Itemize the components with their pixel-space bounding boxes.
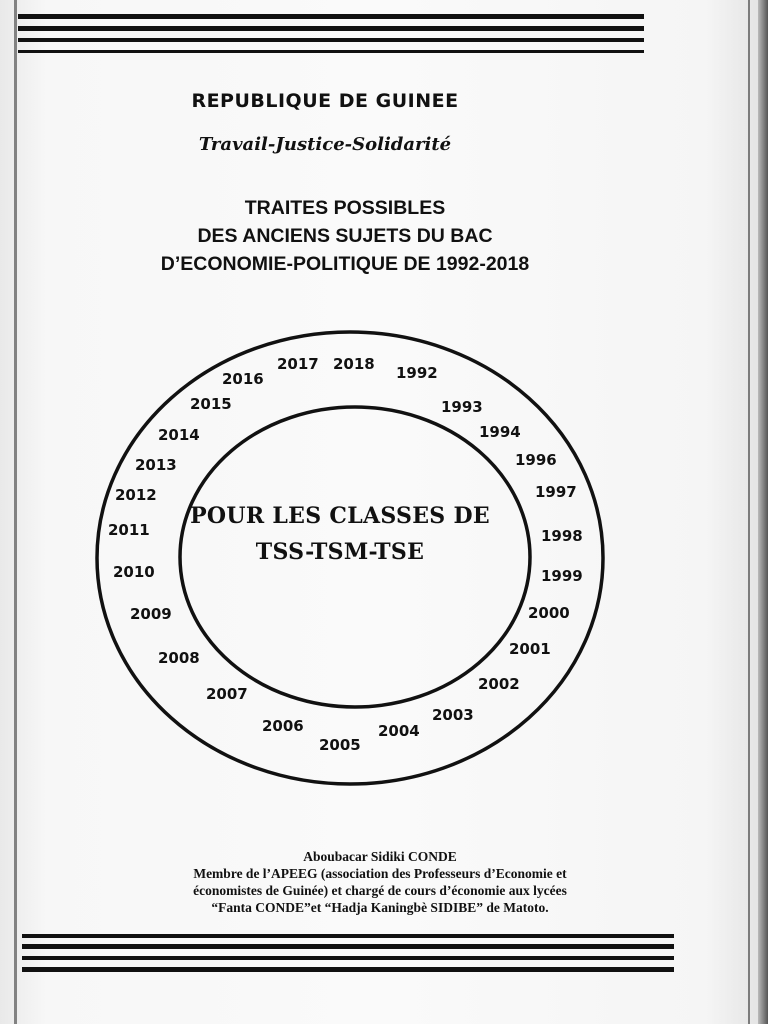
author-block [100, 848, 660, 916]
year-label-2012: 2012 [115, 486, 157, 504]
year-label-1996: 1996 [515, 451, 557, 469]
year-label-2008: 2008 [158, 649, 200, 667]
year-label-2001: 2001 [509, 640, 551, 658]
year-label-1994: 1994 [479, 423, 521, 441]
year-label-2017: 2017 [277, 355, 319, 373]
year-label-2015: 2015 [190, 395, 232, 413]
year-label-1998: 1998 [541, 527, 583, 545]
year-label-2013: 2013 [135, 456, 177, 474]
center-line-1: POUR LES CLASSES DE [190, 503, 490, 529]
year-label-2011: 2011 [108, 521, 150, 539]
author-line-4: “Fanta CONDE”et “Hadja Kaningbè SIDIBE” de Matoto. [211, 900, 549, 915]
year-label-2010: 2010 [113, 563, 155, 581]
year-label-1993: 1993 [441, 398, 483, 416]
author-line-2: Membre de l’APEEG (association des Professeurs d’Economie et [193, 866, 567, 881]
year-label-1997: 1997 [535, 483, 577, 501]
year-label-2018: 2018 [333, 355, 375, 373]
country-name: REPUBLIQUE DE GUINEE [191, 90, 459, 112]
title-line-3: D’ECONOMIE-POLITIQUE DE 1992-2018 [160, 253, 530, 275]
year-label-2016: 2016 [222, 370, 264, 388]
year-label-2006: 2006 [262, 717, 304, 735]
year-label-2007: 2007 [206, 685, 248, 703]
year-label-2005: 2005 [319, 736, 361, 754]
year-label-1992: 1992 [396, 364, 438, 382]
year-label-2002: 2002 [478, 675, 520, 693]
center-line-2: TSS-TSM-TSE [255, 539, 425, 565]
year-label-2009: 2009 [130, 605, 172, 623]
year-label-1999: 1999 [541, 567, 583, 585]
author-line-3: économistes de Guinée) et chargé de cours d’économie aux lycées [193, 883, 567, 898]
title-line-2: DES ANCIENS SUJETS DU BAC [197, 225, 493, 247]
year-label-2004: 2004 [378, 722, 420, 740]
year-label-2014: 2014 [158, 426, 200, 444]
title-line-1: TRAITES POSSIBLES [244, 197, 446, 219]
year-label-2000: 2000 [528, 604, 570, 622]
target-classes [150, 498, 530, 570]
national-motto: Travail-Justice-Solidarité [198, 134, 452, 155]
year-label-2003: 2003 [432, 706, 474, 724]
author-name: Aboubacar Sidiki CONDE [303, 849, 457, 864]
